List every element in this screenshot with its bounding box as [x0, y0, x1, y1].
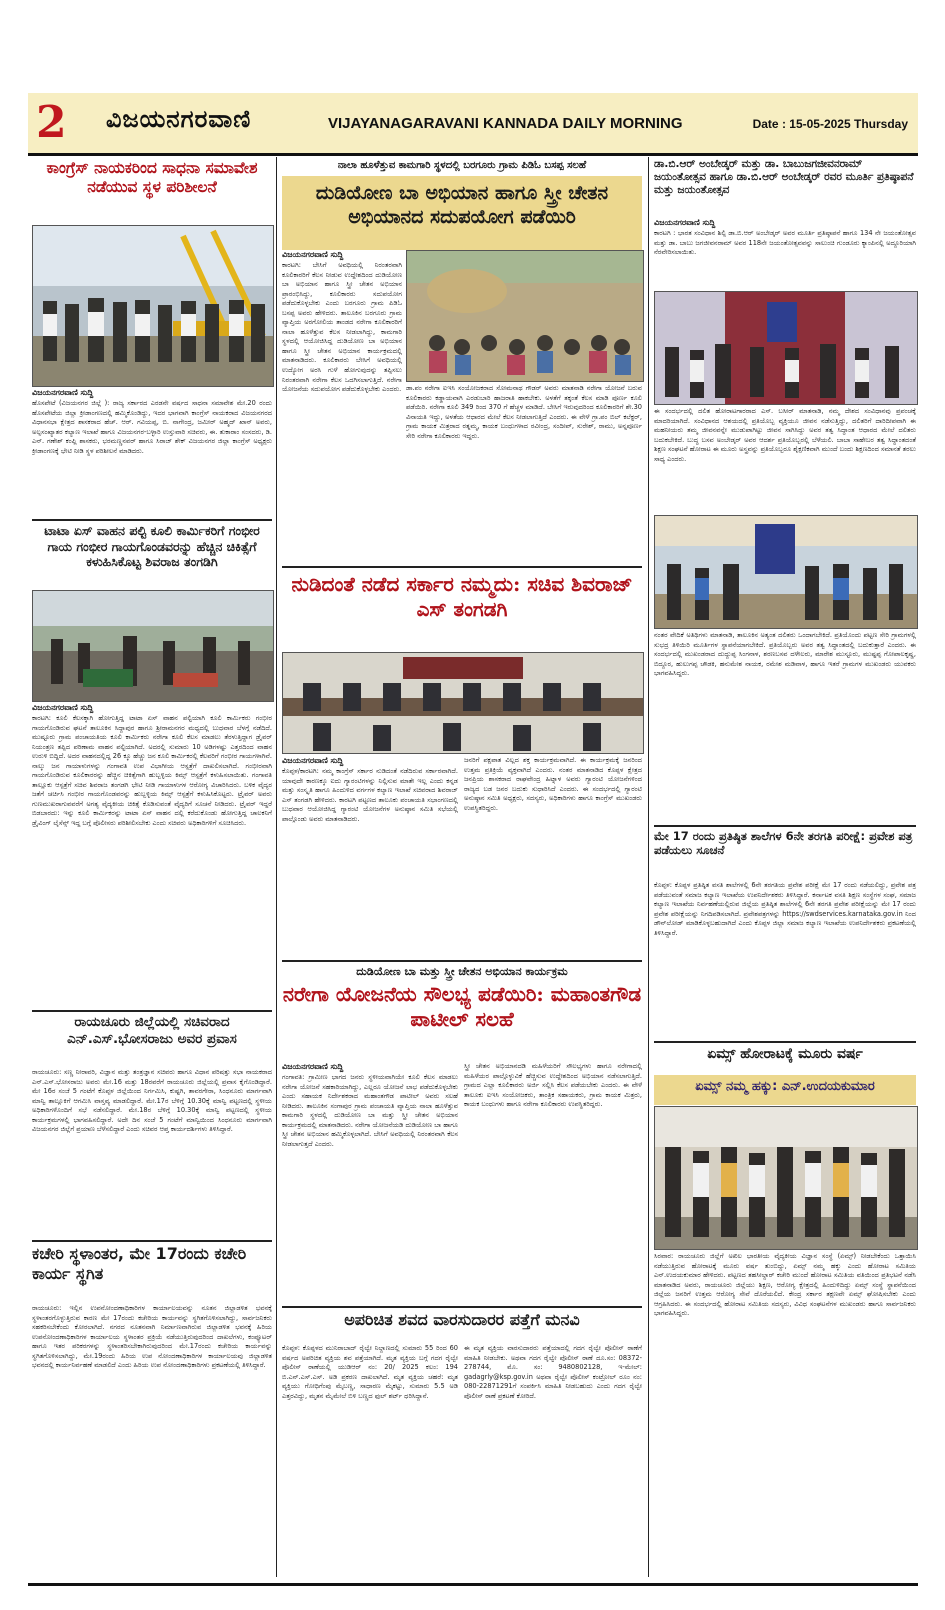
photo-ambedkar-statue-crowd: [654, 515, 918, 629]
article-body: ಈ ಮೃತ ವ್ಯಕ್ತಿಯ ವಾರಸುದಾರರು ಪತ್ತೆಯಾದಲ್ಲಿ ಗದಗ ರೈಲ್ವೇ ಪೊಲೀಸ್ ಠಾಣೆಗೆ ಮಾಹಿತಿ ನೀಡಬೇಕು. ಅಥವಾ ಗದಗ ರೈಲ್ವೇ ಪೊಲೀಸ್ ಠಾಣೆ ದೂ.ಸಂ: 08372-278744, ಮೊ. ಸಂ: 9480802128, ಇ-ಮೇಲ್: gadagrly@ksp.gov.in ಅಥವಾ ರೈಲ್ವೇ ಪೊಲೀಸ್ ಕಂಟ್ರೋಲ್ ರೂಂ ನಂ: 080-22871291ಗೆ ಸಂಪರ್ಕಿಸಿ ಮಾಹಿತಿ ನೀಡಬಹುದು ಎಂದು ಗದಗ ರೈಲ್ವೇ ಪೊಲೀಸ್ ಠಾಣೆ ಪ್ರಕಟಣೆ ಕೋರಿದೆ.: [464, 1344, 642, 1400]
article-body: ಕಾರಟಗಿ : ಭಾರತ ಸಂವಿಧಾನ ಶಿಲ್ಪಿ ಡಾ.ಬಿ.ಆರ್ ಅಂಬೇಡ್ಕರ್ ಅವರ ಮೂರ್ತಿ ಪ್ರತಿಷ್ಠಾಪನೆ ಹಾಗೂ 134 ನೇ ಜಯಂತೋತ್ಸವ ಮತ್ತು ಡಾ. ಬಾಬು ಜಗಜೀವನರಾಮ್ ಅವರ 118ನೇ ಜಯಂತೋತ್ಸವವನ್ನು ಸಾಲುಂಚಿ ಗುಂಡೂರು ಕ್ಯಾಂಪಿನಲ್ಲಿ ಅದ್ದೂರಿಯಾಗಿ ನೆರವೇರಿಸಲಾಯಿತು.: [654, 229, 916, 257]
article-body: ಕಾರಟಗಿ: ಬೇಸಿಗೆ ಅವಧಿಯಲ್ಲಿ ನಿರಂತರವಾಗಿ ಕೂಲಿಕಾರರಿಗೆ ಕೆಲಸ ನೀಡುವ ಉದ್ದೇಶದಿಂದ ದುಡಿಯೋಣ ಬಾ ಅಭಿಯಾನ ಹಾಗೂ ಸ್ತ್ರೀ ಚೇತನ ಅಭಿಯಾನ ಪ್ರಾರಂಭಿಸಿದ್ದು, ಕೂಲಿಕಾರರು ಸದುಪಯೋಗ ಪಡೆದುಕೊಳ್ಳಬೇಕು ಎಂದು ಬರಗೂರು ಗ್ರಾಮ ಪಿಡಿಓ ಬಸಪ್ಪ ಅವರು ಹೇಳಿದರು. ತಾಲೂಕಿನ ಬರಗೂರು ಗ್ರಾಮ ವ್ಯಾಪ್ತಿಯ ಅರಗೋಲಿಯ ತಾಂಡದ ನರೇಗಾ ಕೂಲಿಕಾರರಿಗೆ ನಾಲಾ ಹೂಳೆತ್ತುವ ಕೆಲಸ ನೀಡಲಾಗಿದ್ದು, ಕಾಮಗಾರಿ ಸ್ಥಳದಲ್ಲಿ ಆಯೋಜಿಸಿದ್ದ ದುಡಿಯೋಣ ಬಾ ಅಭಿಯಾನ ಹಾಗೂ ಸ್ತ್ರೀ ಚೇತನ ಅಭಿಯಾನ ಕಾರ್ಯಕ್ರಮದಲ್ಲಿ ಮಾತನಾಡಿದರು. ಕೂಲಿಕಾರರು ಬೇಸಿಗೆ ಅವಧಿಯಲ್ಲಿ ಉದ್ಯೋಗ ಅರಸಿ ಗುಳೆ ಹೋಗುವುದನ್ನು ತಪ್ಪಿಸಲು ನಿರಂತರವಾಗಿ ನರೇಗಾ ಕೆಲಸ ಒದಗಿಸಲಾಗುತ್ತಿದೆ. ನರೇಗಾ ಯೋಜನೆಯ ಸದುಪಯೋಗ ಪಡೆದುಕೊಳ್ಳಬೇಕು ಎಂದರು.: [282, 261, 402, 394]
article-divider: [32, 1010, 272, 1012]
headline-aiims-struggle: ಏಮ್ಸ್ ಹೋರಾಟಕ್ಕೆ ಮೂರು ವರ್ಷ: [707, 1046, 863, 1062]
article-body: ರಾಯಚೂರು: ಇಲ್ಲಿನ ಉಪನೋಂದಣಾಧಿಕಾರಿಗಳ ಕಾರ್ಯಾಲಯವನ್ನು ನೂತನ ಜಿಲ್ಲಾಡಳಿತ ಭವನಕ್ಕೆ ಸ್ಥಳಾಂತರಗೊಳ್ಳುತ್ತಿರುವ ಕಾರಣ ಮೇ 17ರಂದು ಕಚೇರಿಯ ಕಾರ್ಯವನ್ನು ಸ್ಥಗಿತಗೊಳಿಸಲಾಗಿದ್ದು, ಸಾರ್ವಜನಿಕರು ಸಹಕರಿಸಬೇಕೆಂದು ಕೋರಲಾಗಿದೆ. ನಗರದ ನೂತನವಾಗಿ ನಿರ್ಮಾಣವಾಗಿರುವ ಜಿಲ್ಲಾಡಳಿತ ಭವನಕ್ಕೆ ಹಿರಿಯ ಉಪನೋಂದಣಾಧಿಕಾರಿಗಳ ಕಾರ್ಯಾಲಯ ಸ್ಥಳಾಂತರ ಪ್ರಕ್ರಿಯೆ ನಡೆಯುತ್ತಿರುವುದರಿಂದ ದಾಖಲೆಗಳು, ಕಂಪ್ಯೂಟರ್ ಹಾಗೂ ಇತರ ಪರಿಕರಗಳನ್ನು ಸ್ಥಳಾಂತರಿಸಬೇಕಾಗಿರುವುದರಿಂದ ಮೇ.17ರಂದು ಕಚೇರಿಯ ಕಾರ್ಯವನ್ನು ಸ್ಥಗಿತಗೊಳಿಸಲಾಗಿದ್ದು, ಮೇ.19ರಂದು ಹಿರಿಯ ಉಪ ನೋಂದಣಾಧಿಕಾರಿಗಳ ಕಾರ್ಯಾಲಯವು ಜಿಲ್ಲಾಡಳಿತ ಭವನದಲ್ಲಿ ಕಾರ್ಯನಿರ್ವಹಣೆ ಮಾಡಲಿದೆ ಎಂದು ಹಿರಿಯ ಉಪ ನೋಂದಣಾಧಿಕಾರಿಗಳು ಪ್ರಕಟಣೆಯಲ್ಲಿ ತಿಳಿಸಿದ್ದಾರೆ.: [32, 1304, 272, 1370]
article-divider: [32, 1240, 272, 1242]
photo-meeting-hall-image: [283, 653, 643, 753]
article-divider: [282, 1306, 642, 1308]
byline: ವಿಜಯನಗರವಾಣಿ ಸುದ್ದಿ: [282, 250, 344, 259]
article-divider: [654, 1041, 916, 1043]
article-body: ಗಂಗಾವತಿ: ಗ್ರಾಮೀಣ ಭಾಗದ ಜನರು ಸ್ಥಳೀಯವಾಗಿಯೇ ಕೂಲಿ ಕೆಲಸ ಮಾಡಲು ನರೇಗಾ ಯೋಜನೆ ಸಹಕಾರಿಯಾಗಿದ್ದು, ಎಲ್ಲರೂ ಯೋಜನೆ ಲಾಭ ಪಡೆದುಕೊಳ್ಳಬೇಕು ಎಂದು ಸಹಾಯಕ ನಿರ್ದೇಶಕರಾದ ಮಹಾಂತಗೌಡ ಪಾಟೀಲ್ ಅವರು ಸಲಹೆ ನೀಡಿದರು. ತಾಲೂಕಿನ ಸಂಗಾಪುರ ಗ್ರಾಮ ಪಂಚಾಯತಿ ವ್ಯಾಪ್ತಿಯ ನಾಲಾ ಹೂಳೆತ್ತುವ ಕಾಮಗಾರಿ ಸ್ಥಳದಲ್ಲಿ ದುಡಿಯೋಣ ಬಾ ಮತ್ತು ಸ್ತ್ರೀ ಚೇತನ ಅಭಿಯಾನ ಕಾರ್ಯಕ್ರಮದಲ್ಲಿ ಮಾತನಾಡಿದರು. ನರೇಗಾ ಯೋಜನೆಯಡಿ ದುಡಿಯೋಣ ಬಾ ಹಾಗೂ ಸ್ತ್ರೀ ಚೇತನ ಅಭಿಯಾನ ಹಮ್ಮಿಕೊಳ್ಳಲಾಗಿದೆ. ಬೇಸಿಗೆ ಅವಧಿಯಲ್ಲಿ ನಿರಂತರವಾಗಿ ಕೆಲಸ ನೀಡಲಾಗುತ್ತದೆ ಎಂದರು.: [282, 1073, 458, 1148]
article-body: ಕೊಪ್ಪಳ: ಕೊಪ್ಪಳ ಪ್ರತಿಷ್ಠಿತ ವಸತಿ ಶಾಲೆಗಳಲ್ಲಿ 6ನೇ ತರಗತಿಯ ಪ್ರವೇಶ ಪರೀಕ್ಷೆ ಮೇ 17 ರಂದು ನಡೆಯಲಿದ್ದು, ಪ್ರವೇಶ ಪತ್ರ ಪಡೆಯುವಂತೆ ಸಮಾಜ ಕಲ್ಯಾಣ ಇಲಾಖೆಯ ಉಪನಿರ್ದೇಶಕರು ತಿಳಿಸಿದ್ದಾರೆ. ಕರ್ನಾಟಕ ವಸತಿ ಶಿಕ್ಷಣ ಸಂಸ್ಥೆಗಳ ಸಂಘ, ಸಮಾಜ ಕಲ್ಯಾಣ ಇಲಾಖೆಯ ನಿರ್ವಹಣೆಯಲ್ಲಿರುವ ಜಿಲ್ಲೆಯ ಪ್ರತಿಷ್ಠಿತ ಶಾಲೆಗಳಲ್ಲಿ 6ನೇ ತರಗತಿ ಪ್ರವೇಶ ಪರೀಕ್ಷೆಯನ್ನು ಮೇ 17 ರಂದು ಪ್ರವೇಶ ಪರೀಕ್ಷೆಯನ್ನು ನಿಗದಿಪಡಿಸಲಾಗಿದೆ. ಪ್ರವೇಶಪತ್ರಗಳನ್ನು https://swdservices.karnataka.gov.in ನಿಂದ ಡೌನ್‌ಲೋಡ್ ಮಾಡಿಕೊಳ್ಳಬಹುದಾಗಿದೆ ಎಂದು ಕೊಪ್ಪಳ ಜಿಲ್ಲಾ ಸಮಾಜ ಕಲ್ಯಾಣ ಇಲಾಖೆಯ ಉಪನಿರ್ದೇಶಕರು ಪ್ರಕಟಣೆಯಲ್ಲಿ ತಿಳಿಸಿದ್ದಾರೆ.: [654, 881, 916, 937]
masthead: [28, 93, 918, 156]
photo-ambedkar-statue-crowd-image: [655, 516, 917, 628]
photo-ambedkar-statue-unveiling-image: [655, 292, 917, 404]
kicker: ದುಡಿಯೋಣ ಬಾ ಮತ್ತು ಸ್ತ್ರೀ ಚೇತನ ಅಭಿಯಾನ ಕಾರ್ಯಕ್ರಮ: [356, 965, 568, 978]
byline: ವಿಜಯನಗರವಾಣಿ ಸುದ್ದಿ: [282, 1062, 344, 1071]
headline-6th-entrance-exam: ಮೇ 17 ರಂದು ಪ್ರತಿಷ್ಠಿತ ಶಾಲೆಗಳ 6ನೇ ತರಗತಿ ಪರೀಕ್ಷೆ: ಪ್ರವೇಶ ಪತ್ರ ಪಡೆಯಲು ಸೂಚನೆ: [654, 829, 913, 858]
masthead-title-kannada: ವಿಜಯನಗರವಾಣಿ: [106, 105, 252, 133]
article-body: ಜನರಿಗೆ ಪಕ್ಷಪಾತ ವಿಲ್ಲದ ಶಕ್ತ ಕಾರ್ಯಕ್ರಮವಾಗಿದೆ. ಈ ಕಾರ್ಯಕ್ರಮಕ್ಕೆ ಜನರಿಂದ ಉತ್ತಮ ಪ್ರತಿಕ್ರಿಯೆ ವ್ಯಕ್ತವಾಗಿದೆ ಎಂದರು. ನಂತರ ಮಾತನಾಡಿದ ಕೊಪ್ಪಳ ಕ್ಷೇತ್ರದ ಜನಪ್ರಿಯ ಶಾಸಕರಾದ ರಾಘವೇಂದ್ರ ಹಿಟ್ನಾಳ ಅವರು ಗ್ಯಾರಂಟಿ ಯೋಜನೆಗಳಿಂದ ರಾಜ್ಯದ ಬಡ ಜನರ ಬದುಕು ಸುಧಾರಿಸಿದೆ ಎಂದರು. ಈ ಸಂದರ್ಭದಲ್ಲಿ ಗ್ಯಾರಂಟಿ ಅನುಷ್ಠಾನ ಸಮಿತಿ ಅಧ್ಯಕ್ಷರು, ಸದಸ್ಯರು, ಅಧಿಕಾರಿಗಳು ಹಾಗೂ ಕಾಂಗ್ರೆಸ್ ಮುಖಂಡರು ಉಪಸ್ಥಿತರಿದ್ದರು.: [464, 756, 642, 812]
photo-meeting-hall: [282, 652, 644, 754]
photo-stadium-inspection-image: [33, 226, 273, 386]
byline: ವಿಜಯನಗರವಾಣಿ ಸುದ್ದಿ: [32, 388, 94, 397]
headline-nudidante: ನುಡಿದಂತೆ ನಡೆದ ಸರ್ಕಾರ ನಮ್ಮದು: ಸಚಿವ ಶಿವರಾಜ್ ಎಸ್ ತಂಗಡಗಿ: [291, 572, 633, 621]
page-bottom-rule: [28, 1583, 918, 1586]
article-body: ಕಾರಟಗಿ: ಕೂಲಿ ಕೆಲಸಕ್ಕಾಗಿ ಹೋಗುತ್ತಿದ್ದ ಟಾಟಾ ಏಸ್ ವಾಹನ ಪಲ್ಟಿಯಾಗಿ ಕೂಲಿ ಕಾರ್ಮಿಕರು ಗಂಭೀರ ಗಾಯಗೊಂಡಿರುವ ಘಟನೆ ತಾಲೂಕಿನ ಸಿದ್ದಾಪುರ ಹಾಗೂ ಶ್ರೀರಾಮನಗರ ಮಧ್ಯದಲ್ಲಿ ಬುಧವಾರ ಬೆಳಗ್ಗೆ ನಡೆದಿದೆ. ಮುಷ್ಟೂರು ಗ್ರಾಮ ಪಂಚಾಯತಿಯ ಕೂಲಿ ಕಾರ್ಮಿಕರು ನರೇಗಾ ಕೂಲಿ ಕೆಲಸ ಮಾಡಲು ತೆರಳುತ್ತಿದ್ದಾಗ ಡ್ರೈವರ್ ನಿಯಂತ್ರಣ ತಪ್ಪಿದ ಪರಿಣಾಮ ವಾಹನ ಪಲ್ಟಿಯಾಗಿದೆ. ಅದರಲ್ಲಿ ಸುಮಾರು 10 ಅಡಿಗಳಷ್ಟು ಎತ್ತರದಿಂದ ವಾಹನ ಉರುಳಿ ಬಿದ್ದಿದೆ. ಅದರ ವಾಹನದಲ್ಲಿದ್ದ 26 ಕ್ಕೂ ಹೆಚ್ಚು ಜನ ಕೂಲಿ ಕಾರ್ಮಿಕರಲ್ಲಿ ಕೆಲವರಿಗೆ ಗಂಭೀರ ಗಾಯಗಳಾಗಿವೆ. ನಾಲ್ಕು ಜನ ಗಾಯಾಳುಗಳನ್ನು ಗಂಗಾವತಿ ಉಪ ವಿಭಾಗೀಯ ಆಸ್ಪತ್ರೆಗೆ ದಾಖಲಿಸಲಾಗಿದೆ. ಗಂಭೀರವಾಗಿ ಗಾಯಗೊಂಡಿರುವ ಕೂಲಿಕಾರರನ್ನು ಹೆಚ್ಚಿನ ಚಿಕಿತ್ಸೆಗಾಗಿ ಹುಬ್ಬಳ್ಳಿಯ ಕಿಮ್ಸ್ ಆಸ್ಪತ್ರೆಗೆ ಕಳುಹಿಸಲಾಯಿತು. ಗಂಗಾವತಿ ತಾಲ್ಲೂಕು ಆಸ್ಪತ್ರೆಗೆ ಸಚಿವ ಶಿವರಾಜ ತಂಗಡಗಿ ಭೇಟಿ ನೀಡಿ ಗಾಯಾಳುಗಳ ಆರೋಗ್ಯ ವಿಚಾರಿಸಿದರು. ಬಳಿಕ ವೈದ್ಯರ ಜತೆಗೆ ಚರ್ಚಿಸಿ ಗಂಭೀರ ಗಾಯಗೊಂಡವರನ್ನು ಹುಬ್ಬಳ್ಳಿಯ ಕಿಮ್ಸ್ ಆಸ್ಪತ್ರೆಗೆ ಕಳುಹಿಸಿಕೊಟ್ಟರು. ಟ್ರೈವರ್ ಅವರು ಗುಣಮುಖರಾಗುವವರೆಗೆ ಅಗತ್ಯ ವೈದ್ಯಕೀಯ ಚಿಕಿತ್ಸೆ ಕೊಡಿಸುವಂತೆ ವೈದ್ಯರಿಗೆ ಸೂಚನೆ ನೀಡಿದರು. ಟ್ರೈವರ್ ಇದ್ದರೆ ಬಿಡಬಾರದು: ಇನ್ನು ಕೂಲಿ ಕಾರ್ಮಿಕರನ್ನು ಟಾಟಾ ಏಸ್ ವಾಹನ ದಲ್ಲಿ ಕರೆದುಕೊಂಡು ಹೋಗುತ್ತಿದ್ದ ಚಾಲಕನಿಗೆ ಡ್ರೈವಿಂಗ್ ಲೈಸೆನ್ಸ್ ಇದ್ದ ಬಗ್ಗೆ ಪೊಲೀಸರು ಪರಿಶೀಲಿಸಬೇಕು ಎಂದು ಸಚಿವರು ಅಧಿಕಾರಿಗಳಿಗೆ ಸೂಚಿಸಿದರು.: [32, 714, 272, 828]
article-divider: [282, 566, 642, 568]
headline-unidentified-body: ಅಪರಿಚಿತ ಶವದ ವಾರಸುದಾರರ ಪತ್ತೆಗೆ ಮನವಿ: [344, 1310, 580, 1329]
photo-nrega-workers-image: [407, 251, 643, 381]
headline-congress-venue: ಕಾಂಗ್ರೆಸ್ ನಾಯಕರಿಂದ ಸಾಧನಾ ಸಮಾವೇಶ ನಡೆಯುವ ಸ್ಥಳ ಪರಿಶೀಲನೆ: [46, 158, 258, 197]
article-body: ಈ ಸಂದರ್ಭದಲ್ಲಿ ದಲಿತ ಹೋರಾಟಗಾರರಾದ ಎಸ್. ಬಸೀರ್ ಮಾತನಾಡಿ, ನಮ್ಮ ದೇಶದ ಸಂವಿಧಾನವು ಪ್ರಪಂಚಕ್ಕೆ ಮಾದರಿಯಾಗಿದೆ. ಸಂವಿಧಾನದ ಆಶಯದಲ್ಲಿ ಪ್ರತಿಯೊಬ್ಬ ವ್ಯಕ್ತಿಯೂ ಜೀವನ ನಡೆಸುತ್ತಿದ್ದು, ದಲಿತರಿಗೆ ದಾರಿದೀಪವಾಗಿ ಈ ಮಹನೀಯರು ತಮ್ಮ ಜೀವನವನ್ನೇ ಮುಡುಪಾಗಿಟ್ಟು ಜೀವನ ಸಾಗಿಸಿದ್ದು ಅವರ ತತ್ವ ಸಿದ್ಧಾಂತ ಆಧಾರದ ಮೇಲೆ ದಲಿತರು ಬದುಕಬೇಕಿದೆ. ಬುದ್ಧ ಬಸವ ಅಂಬೇಡ್ಕರ್ ಅವರ ಆದರ್ಶ ಪ್ರತಿಯೊಬ್ಬರಲ್ಲಿ ಬೆಳೆಯಲಿ. ಬಾಬಾ ಸಾಹೇಬರ ತತ್ವ ಸಿದ್ಧಾಂತದಂತೆ ಶಿಕ್ಷಣ ಸಂಘಟನೆ ಹೋರಾಟ ಈ ಮೂರು ಅಸ್ತ್ರವನ್ನು ಪ್ರತಿಯೊಬ್ಬರೂ ಶೈಕ್ಷಣಿಕವಾಗಿ ಮುಂದೆ ಬಂದು ಶಿಕ್ಷಣದಿಂದ ಸಮಾನತೆ ತರಲು ಸಾಧ್ಯ ಎಂದರು.: [654, 407, 916, 463]
article-body: ಕೊಪ್ಪಳ: ಕೊಪ್ಪಳದ ಮುನಿರಾಬಾದ್ ರೈಲ್ವೇ ನಿಲ್ದಾಣದಲ್ಲಿ ಸುಮಾರು 55 ರಿಂದ 60 ವರ್ಷದ ಅಪರಿಚಿತ ವ್ಯಕ್ತಿಯ ಶವ ಪತ್ತೆಯಾಗಿದೆ. ಮೃತ ವ್ಯಕ್ತಿಯ ಬಗ್ಗೆ ಗದಗ ರೈಲ್ವೇ ಪೊಲೀಸ್ ಠಾಣೆಯಲ್ಲಿ ಯುಡಿಆರ್ ನಂ: 20/ 2025 ಕಲಂ: 194 ಬಿ.ಎನ್.ಎಸ್.ಎಸ್. ಅಡಿ ಪ್ರಕರಣ ದಾಖಲಾಗಿದೆ. ಮೃತ ವ್ಯಕ್ತಿಯ ಚಹರೆ: ಮೃತ ವ್ಯಕ್ತಿಯು ಗೋಧಿಗೆಂಪು ಮೈಬಣ್ಣ, ಸಾಧಾರಣ ಮೈಕಟ್ಟು, ಸುಮಾರು 5.5 ಅಡಿ ಎತ್ತರವಿದ್ದು, ಮೃತನ ಮೈಮೇಲೆ ಬಿಳಿ ಬಣ್ಣದ ಫುಲ್ ಶರ್ಟ್ ಧರಿಸಿದ್ದಾನೆ.: [282, 1344, 458, 1400]
column-divider: [648, 157, 649, 1577]
headline-office-relocation: ಕಚೇರಿ ಸ್ಥಳಾಂತರ, ಮೇ 17ರಂದು ಕಚೇರಿ ಕಾರ್ಯ ಸ್ಥಗಿತ: [32, 1244, 247, 1283]
masthead-title-english: VIJAYANAGARAVANI KANNADA DAILY MORNING: [328, 115, 683, 132]
headline-ambedkar-jayanti: ಡಾ.ಬಿ.ಆರ್ ಅಂಬೇಡ್ಕರ್ ಮತ್ತು ಡಾ. ಬಾಬುಜಗಜೀವನರಾಮ್ ಜಯಂತೋತ್ಸವ ಹಾಗೂ ಡಾ.ಬಿ.ಆರ್ ಅಂಬೇಡ್ಕರ್ ರವರ ಮೂರ್ತಿ ಪ್ರತಿಷ್ಠಾಪನೆ ಮತ್ತು ಜಯಂತೋತ್ಸವ: [654, 158, 914, 197]
article-divider: [282, 960, 642, 962]
article-body: ನಂತರ ವೇದಿಕೆ ಅತಿಥಿಗಳು ಮಾತನಾಡಿ, ತಾಲೂಕಿನ ಅತ್ಯಂತ ದಲಿತರು ಒಂದಾಗಬೇಕಿದೆ. ಪ್ರತಿಯೊಂದು ಪಟ್ಟಣ ಸೇರಿ ಗ್ರಾಮಗಳಲ್ಲಿ ಸುಭದ್ರ ತಿಳಿಯಿರಿ ಮೂರ್ತಿಗಳ ಸ್ಥಾಪನೆಯಾಗಬೇಕಿದೆ. ಪ್ರತಿಯೊಬ್ಬರು ಅವರ ತತ್ವ ಸಿದ್ಧಾಂತದಲ್ಲಿ ಬದುಕುತ್ತಾರೆ ಎಂದರು. ಈ ಸಂದರ್ಭದಲ್ಲಿ ಮುಖಂಡರಾದ ದುದ್ದುಪ್ಪ ಸಿಂಗನಾಳ, ಶರಣಬಸವ ದಳೇಲರು, ಮಾರೇಶ ಮುಸ್ಟೂರು, ಮುಷ್ಟಪ್ಪ ಗೋಪಾಲಕೃಷ್ಣ, ಬಿದ್ದೂರ, ಹುಲುಗಪ್ಪ ಚೌಡಕಿ, ಹನುಮೇಶ ನಾಯಕ, ರಮೇಶ ಮಡಿವಾಳ, ಹಾಗೂ ಇತರೆ ಗ್ರಾಮಗಳ ಮುಖಂಡರು ಯುವಕರು ಭಾಗವಹಿಸಿದ್ದರು.: [654, 631, 916, 678]
byline: ವಿಜಯನಗರವಾಣಿ ಸುದ್ದಿ: [654, 218, 716, 227]
column-divider: [276, 157, 277, 1577]
article-divider: [32, 519, 272, 521]
article-body: ಸ್ತ್ರೀ ಚೇತನ ಅಭಿಯಾನದಡಿ ಮಹಿಳೆಯರಿಗೆ ಸೌಲಭ್ಯಗಳು ಹಾಗೂ ನರೇಗಾದಲ್ಲಿ ಮಹಿಳೆಯರ ಪಾಲ್ಗೊಳ್ಳುವಿಕೆ ಹೆಚ್ಚಿಸುವ ಉದ್ದೇಶದಿಂದ ಅಭಿಯಾನ ನಡೆಸಲಾಗುತ್ತಿದೆ. ಗ್ರಾಮದ ಎಲ್ಲಾ ಕೂಲಿಕಾರರು ಅರ್ಜಿ ಸಲ್ಲಿಸಿ ಕೆಲಸ ಪಡೆಯಬೇಕು ಎಂದರು. ಈ ವೇಳೆ ತಾಲೂಕು ಐಇಸಿ ಸಂಯೋಜಕರು, ತಾಂತ್ರಿಕ ಸಹಾಯಕರು, ಗ್ರಾಮ ಕಾಯಕ ಮಿತ್ರರು, ಕಾಯಕ ಬಂಧುಗಳು ಹಾಗೂ ನರೇಗಾ ಕೂಲಿಕಾರರು ಉಪಸ್ಥಿತರಿದ್ದರು.: [464, 1062, 642, 1109]
byline: ವಿಜಯನಗರವಾಣಿ ಸುದ್ದಿ: [282, 756, 344, 765]
article-body: ಹೊಸಪೇಟೆ (ವಿಜಯನಗರ ಜಿಲ್ಲೆ ): ರಾಜ್ಯ ಸರ್ಕಾರದ ಎರಡನೇ ವರ್ಷದ ಸಾಧನಾ ಸಮಾವೇಶ ಮೇ.20 ರಂದು ಹೊಸಪೇಟೆಯ ಜಿಲ್ಲಾ ಕ್ರೀಡಾಂಗಣದಲ್ಲಿ ಹಮ್ಮಿಕೊಂಡಿದ್ದು, ಇದರ ಭಾಗವಾಗಿ ಕಾಂಗ್ರೆಸ್ ನಾಯಕರಾದ ವಿಜಯನಗರದ ವಿಧಾನಸಭಾ ಕ್ಷೇತ್ರದ ಶಾಸಕರಾದ ಹೆಚ್. ಆರ್. ಗವಿಯಪ್ಪ, ಬಿ. ನಾಗೇಂದ್ರ, ಜಮೀರ್ ಅಹ್ಮದ್ ಖಾನ್ ಅವರು, ಅಲ್ಪಸಂಖ್ಯಾತರ ಕಲ್ಯಾಣ ಇಲಾಖೆ ಹಾಗೂ ವಿಜಯನಗರ-ಬಳ್ಳಾರಿ ಉಸ್ತುವಾರಿ ಸಚಿವರು, ಈ. ತುಕಾರಾಂ ಸಂಸದರು, ಡಿ. ಎನ್. ಗಣೇಶ್ ಕಂಪ್ಲಿ ಶಾಸಕರು, ಭರಮಣ್ಣನವರ್ ಹಾಗೂ ಸಿರಾಜ್ ಶೇಕ್ ವಿಜಯನಗರ ಜಿಲ್ಲಾ ಕಾಂಗ್ರೆಸ್ ಅಧ್ಯಕ್ಷರು ಕ್ರೀಡಾಂಗಣಕ್ಕೆ ಭೇಟಿ ನೀಡಿ ಸ್ಥಳ ಪರಿಶೀಲನೆ ಮಾಡಿದರು.: [32, 399, 272, 455]
article-divider: [654, 825, 916, 827]
article-body: ರಾಯಚೂರು: ಸಣ್ಣ ನೀರಾವರಿ, ವಿಜ್ಞಾನ ಮತ್ತು ತಂತ್ರಜ್ಞಾನ ಸಚಿವರು ಹಾಗೂ ವಿಧಾನ ಪರಿಷತ್ತು ಸಭಾ ನಾಯಕರಾದ ಎನ್.ಎಸ್.ಭೋಸರಾಜು ಅವರು ಮೇ.16 ಮತ್ತು 18ರವರೆಗೆ ರಾಯಚೂರು ಜಿಲ್ಲೆಯಲ್ಲಿ ಪ್ರವಾಸ ಕೈಗೊಂಡಿದ್ದಾರೆ. ಮೇ 16ರ ಸಂಜೆ 5 ಗಂಟೆಗೆ ಕೊಪ್ಪಳ ಜಿಲ್ಲೆಯಿಂದ ನಿರ್ಗಮಿಸಿ, ಕುಷ್ಟಗಿ, ತಾವರಗೇರಾ, ಸಿಂಧನೂರು ಮಾರ್ಗವಾಗಿ ಮಾನ್ವಿ ತಾಲ್ಲೂಕಿಗೆ ಆಗಮಿಸಿ ವಾಸ್ತವ್ಯ ಮಾಡಲಿದ್ದಾರೆ. ಮೇ.17ರ ಬೆಳಿಗ್ಗೆ 10.30ಕ್ಕೆ ಮಾನ್ವಿ ಪಟ್ಟಣದಲ್ಲಿ ಸ್ಥಳೀಯ ಅಧಿಕಾರಿಗಳೊಂದಿಗೆ ಸಭೆ ನಡೆಸಲಿದ್ದಾರೆ. ಮೇ.18ರ ಬೆಳಿಗ್ಗೆ 10.30ಕ್ಕೆ ಮಾನ್ವಿ ಪಟ್ಟಣದಲ್ಲಿ ಸ್ಥಳೀಯ ಕಾರ್ಯಕ್ರಮಗಳಲ್ಲಿ ಭಾಗವಹಿಸಲಿದ್ದಾರೆ. ಅದೇ ದಿನ ಸಂಜೆ 5 ಗಂಟೆಗೆ ಮಾನ್ವಿಯಿಂದ ಸಿಂಧನೂರು ಮಾರ್ಗವಾಗಿ ವಿಜಯನಗರ ಜಿಲ್ಲೆಗೆ ಪ್ರಯಾಣ ಬೆಳೆಸಲಿದ್ದಾರೆ ಎಂದು ಸಚಿವರ ಆಪ್ತ ಕಾರ್ಯದರ್ಶಿಗಳು ತಿಳಿಸಿದ್ದಾರೆ.: [32, 1068, 272, 1134]
photo-accident-site: [32, 590, 274, 702]
photo-ambedkar-statue-unveiling: [654, 291, 918, 405]
headline-tata-ace-accident: ಟಾಟಾ ಏಸ್ ವಾಹನ ಪಲ್ಟಿ ಕೂಲಿ ಕಾರ್ಮಿಕರಿಗೆ ಗಂಭೀರ ಗಾಯ ಗಂಭೀರ ಗಾಯಗೊಂಡವರನ್ನು ಹೆಚ್ಚಿನ ಚಿಕಿತ್ಸೆಗೆ ಕಳುಹಿಸಿಕೊಟ್ಟ ಶಿವರಾಜ ತಂಗಡಿಗಿ: [44, 523, 260, 570]
article-body: ಕೊಪ್ಪಳ/ಕಾರಟಗಿ: ನಮ್ಮ ಕಾಂಗ್ರೆಸ್ ಸರ್ಕಾರ ನುಡಿದಂತೆ ನಡೆದಿರುವ ಸರ್ಕಾರವಾಗಿದೆ. ಯಾವುದೇ ಕಾರಣಕ್ಕೂ ಐದು ಗ್ಯಾರಂಟಿಗಳನ್ನು ನಿಲ್ಲಿಸುವ ಮಾತೇ ಇಲ್ಲ ಎಂದು ಕನ್ನಡ ಮತ್ತು ಸಂಸ್ಕೃತಿ ಹಾಗೂ ಹಿಂದುಳಿದ ವರ್ಗಗಳ ಕಲ್ಯಾಣ ಇಲಾಖೆ ಸಚಿವರಾದ ಶಿವರಾಜ್ ಎಸ್ ತಂಗಡಗಿ ಹೇಳಿದರು. ಕಾರಟಗಿ ಪಟ್ಟಣದ ತಾಲೂಕು ಪಂಚಾಯತಿ ಸಭಾಂಗಣದಲ್ಲಿ ಬುಧವಾರ ಆಯೋಜಿಸಿದ್ದ ಗ್ಯಾರಂಟಿ ಯೋಜನೆಗಳ ಅನುಷ್ಠಾನ ಸಮಿತಿ ಸಭೆಯಲ್ಲಿ ಪಾಲ್ಗೊಂಡು ಅವರು ಮಾತನಾಡಿದರು.: [282, 767, 458, 823]
photo-aiims-protest-image: [655, 1107, 917, 1249]
headline-dudiyona-ba: ದುಡಿಯೋಣ ಬಾ ಅಭಿಯಾನ ಹಾಗೂ ಸ್ತ್ರೀ ಚೇತನ ಅಭಿಯಾನದ ಸದುಪಯೋಗ ಪಡೆಯಿರಿ: [282, 176, 642, 250]
photo-stadium-inspection: [32, 225, 274, 387]
masthead-date: Date : 15-05-2025 Thursday: [752, 117, 908, 131]
headline-bhosaraju-tour: ರಾಯಚೂರು ಜಿಲ್ಲೆಯಲ್ಲಿ ಸಚಿವರಾದ ಎನ್.ಎಸ್.ಭೋಸರಾಜು ಅವರ ಪ್ರವಾಸ: [67, 1014, 237, 1047]
article-body: ಸಿರವಾರ: ರಾಯಚೂರು ಜಿಲ್ಲೆಗೆ ಅಖಿಲ ಭಾರತೀಯ ವೈದ್ಯಕೀಯ ವಿಜ್ಞಾನ ಸಂಸ್ಥೆ (ಏಮ್ಸ್) ನೀಡಬೇಕೆಂದು ಒತ್ತಾಯಿಸಿ ನಡೆಯುತ್ತಿರುವ ಹೋರಾಟಕ್ಕೆ ಮೂರು ವರ್ಷ ತುಂಬಿದ್ದು, ಏಮ್ಸ್ ನಮ್ಮ ಹಕ್ಕು ಎಂದು ಹೋರಾಟ ಸಮಿತಿಯ ಎನ್.ಉದಯಕುಮಾರ ಹೇಳಿದರು. ಪಟ್ಟಣದ ತಹಸೀಲ್ದಾರ್ ಕಚೇರಿ ಮುಂದೆ ಹೋರಾಟ ಸಮಿತಿಯ ವತಿಯಿಂದ ಪ್ರತಿಭಟನೆ ನಡೆಸಿ ಮಾತನಾಡಿದ ಅವರು, ರಾಯಚೂರು ಜಿಲ್ಲೆಯು ಶಿಕ್ಷಣ, ಆರೋಗ್ಯ ಕ್ಷೇತ್ರದಲ್ಲಿ ಹಿಂದುಳಿದಿದ್ದು ಏಮ್ಸ್ ಸಂಸ್ಥೆ ಸ್ಥಾಪನೆಯಿಂದ ಜಿಲ್ಲೆಯ ಜನರಿಗೆ ಉತ್ತಮ ಆರೋಗ್ಯ ಸೇವೆ ದೊರೆಯಲಿದೆ. ಕೇಂದ್ರ ಸರ್ಕಾರ ತಕ್ಷಣವೇ ಏಮ್ಸ್ ಘೋಷಿಸಬೇಕು ಎಂದು ಆಗ್ರಹಿಸಿದರು. ಈ ಸಂದರ್ಭದಲ್ಲಿ ಹೋರಾಟ ಸಮಿತಿಯ ಸದಸ್ಯರು, ವಿವಿಧ ಸಂಘಟನೆಗಳ ಮುಖಂಡರು ಹಾಗೂ ಸಾರ್ವಜನಿಕರು ಭಾಗವಹಿಸಿದ್ದರು.: [654, 1252, 916, 1318]
kicker: ನಾಲಾ ಹೂಳೆತ್ತುವ ಕಾಮಗಾರಿ ಸ್ಥಳದಲ್ಲಿ ಬರಗೂರು ಗ್ರಾಮ ಪಿಡಿಓ ಬಸಪ್ಪ ಸಲಹೆ: [337, 160, 587, 171]
photo-aiims-protest: [654, 1106, 918, 1250]
headline-nrega-benefits: ನರೇಗಾ ಯೋಜನೆಯ ಸೌಲಭ್ಯ ಪಡೆಯಿರಿ: ಮಹಾಂತಗೌಡ ಪಾಟೀಲ್ ಸಲಹೆ: [282, 982, 642, 1031]
subheadline-aiims-right: ಏಮ್ಸ್ ನಮ್ಮ ಹಕ್ಕು: ಎನ್.ಉದಯಕುಮಾರ: [654, 1075, 916, 1105]
page-number: 2: [36, 97, 67, 148]
byline: ವಿಜಯನಗರವಾಣಿ ಸುದ್ದಿ: [32, 703, 94, 712]
article-body: ಡಾ.ಪಂ ನರೇಗಾ ಐಇಸಿ ಸಂಯೋಜಕರಾದ ಸೋಮನಾಥ ಗೌಡರ್ ಅವರು ಮಾತನಾಡಿ ನರೇಗಾ ಯೋಜನೆ ಬರುವ ಕೂಲಿಕಾರರು ಕಡ್ಡಾಯವಾಗಿ ಎರಡುಬಾರಿ ಹಾಜರಾತಿ ಹಾಕಬೇಕು. ಅಳತೆಗೆ ತಕ್ಕಂತೆ ಕೆಲಸ ಮಾಡಿ ಪೂರ್ಣ ಕೂಲಿ ಪಡೆಯಿರಿ. ನರೇಗಾ ಕೂಲಿ 349 ರಿಂದ 370 ಗೆ ಹೆಚ್ಚಳ ಮಾಡಿದೆ. ಬೇಸಿಗೆ ಇರುವುದರಿಂದ ಕೂಲಿಕಾರರಿಗೆ ಶೇ.30 ವಿನಾಯತಿ ಇದ್ದು, ಅಳತೆಯ ಆಧಾರದ ಮೇಲೆ ಕೆಲಸ ನೀಡಲಾಗುತ್ತಿದೆ ಎಂದರು. ಈ ವೇಳೆ ಗ್ರಾ.ಪಂ ಬಿಲ್ ಕಲೆಕ್ಟರ್, ಗ್ರಾಮ ಕಾಯಕ ಮಿತ್ರರಾದ ರತ್ನಮ್ಮ, ಕಾಯಕ ಬಂಧುಗಳಾದ ರವೀಂದ್ರ, ಸಂದೀಪ್, ಸುರೇಶ್, ರಾಮು, ಅನ್ನಪೂರ್ಣ ಸೇರಿ ನರೇಗಾ ಕೂಲಿಕಾರರು ಇದ್ದರು.: [406, 384, 642, 440]
photo-accident-site-image: [33, 591, 273, 701]
photo-nrega-workers: [406, 250, 644, 382]
